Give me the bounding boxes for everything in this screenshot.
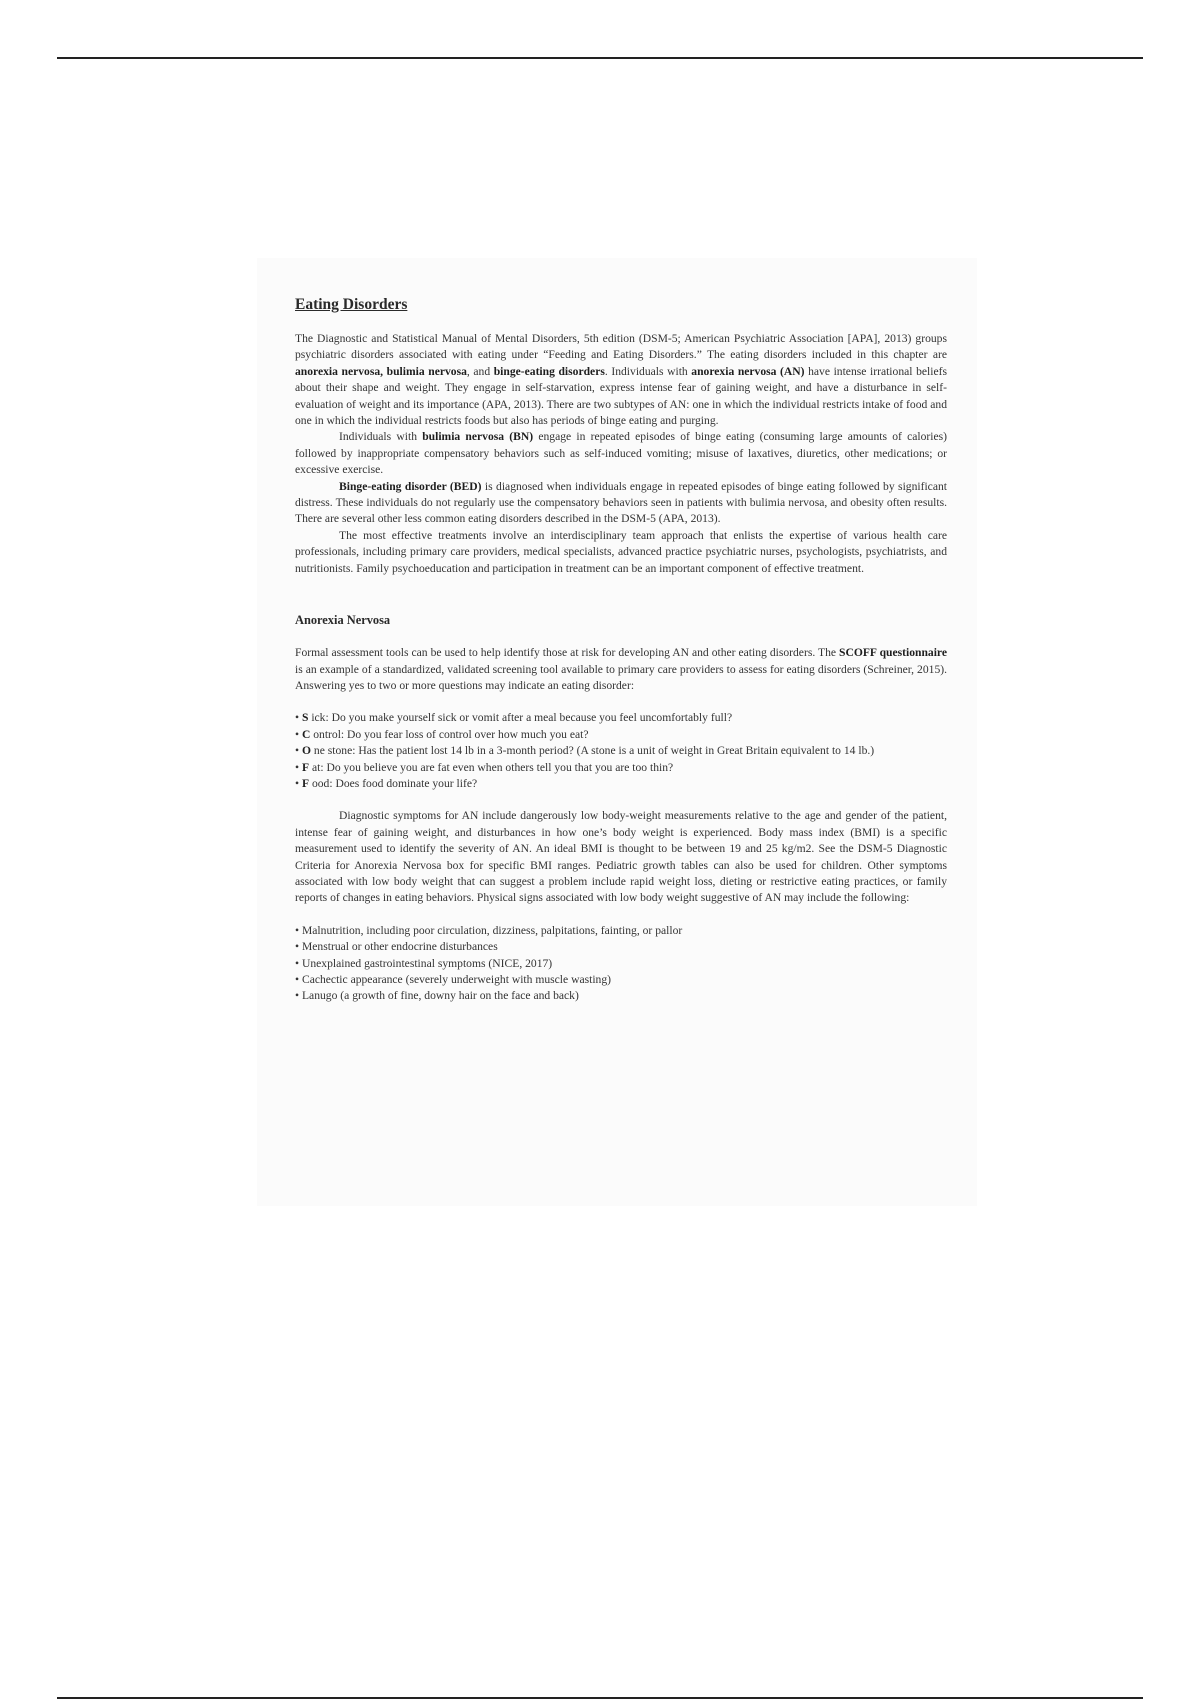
anorexia-paragraph-1: Formal assessment tools can be used to help identify those at risk for developing AN and other eating disorders. The SCOFF questionnaire is an example of a standardized, validated screening tool available to primary care providers to assess for eating disorders (Schreiner, 2015). Answering yes to two or more questions may indicate an eating disorder: [295, 646, 947, 692]
list-item: • Menstrual or other endocrine disturbances [295, 940, 498, 954]
physical-signs-list [295, 923, 947, 1005]
bottom-rule [57, 1697, 1143, 1699]
list-item: • Lanugo (a growth of fine, downy hair on the face and back) [295, 989, 579, 1003]
spacer [295, 792, 947, 808]
intro-paragraph-4: The most effective treatments involve an interdisciplinary team approach that enlists the expertise of various health care professionals, including primary care providers, medical specialists, advanced practice psychiatric nurses, psychologists, psychiatrists, and nutritionists. Family psychoeducation and participation in treatment can be an important component of effective treatment. [295, 528, 947, 575]
list-item: • O ne stone: Has the patient lost 14 lb in a 3-month period? (A stone is a unit of weight in Great Britain equivalent to 14 lb.) [295, 744, 875, 758]
section-heading-anorexia: Anorexia Nervosa [295, 613, 391, 628]
list-item: • C ontrol: Do you fear loss of control over how much you eat? [295, 727, 589, 741]
list-item: • Malnutrition, including poor circulation, dizziness, palpitations, fainting, or pallor [295, 923, 683, 937]
top-rule [57, 57, 1143, 59]
scoff-list [295, 710, 947, 792]
intro-paragraph-1: The Diagnostic and Statistical Manual of Mental Disorders, 5th edition (DSM-5; American Psychiatric Association [APA], 2013) groups psychiatric disorders associated with eating under “Feeding and Eating Disorders.” The eating disorders included in this chapter are anorexia nervosa, bulimia nervosa, and binge-eating disorders. Individuals with anorexia nervosa (AN) have intense irrational beliefs about their shape and weight. They engage in self-starvation, express intense fear of gaining weight, and have a disturbance in self-evaluation of weight and its importance (APA, 2013). There are two subtypes of AN: one in which the individual restricts intake of food and one in which the individual restricts foods but also has periods of binge eating and purging. [295, 332, 947, 428]
page-title: Eating Disorders [295, 296, 408, 313]
intro-paragraph-3: Binge-eating disorder (BED) is diagnosed when individuals engage in repeated episodes of binge eating followed by significant distress. These individuals do not regularly use the compensatory behaviors seen in patients with bulimia nervosa, and obesity often results. There are several other less common eating disorders described in the DSM-5 (APA, 2013). [295, 479, 947, 526]
document-page [257, 258, 977, 1206]
list-item: • S ick: Do you make yourself sick or vomit after a meal because you feel uncomfortably full? [295, 711, 733, 725]
list-item: • Unexplained gastrointestinal symptoms (NICE, 2017) [295, 956, 553, 970]
anorexia-paragraph-2: Diagnostic symptoms for AN include dangerously low body-weight measurements relative to the age and gender of the patient, intense fear of gaining weight, and disturbances in how one’s body weight is experienced. Body mass index (BMI) is a specific measurement used to identify the severity of AN. An ideal BMI is thought to be between 19 and 25 kg/m2. See the DSM-5 Diagnostic Criteria for Anorexia Nervosa box for specific BMI ranges. Pediatric growth tables can also be used for children. Other symptoms associated with low body weight that can suggest a problem include rapid weight loss, dieting or restrictive eating practices, or family reports of changes in eating behaviors. Physical signs associated with low body weight suggestive of AN may include the following: [295, 809, 947, 905]
list-item: • F at: Do you believe you are fat even when others tell you that you are too thin? [295, 760, 674, 774]
list-item: • F ood: Does food dominate your life? [295, 776, 478, 790]
list-item: • Cachectic appearance (severely underweight with muscle wasting) [295, 973, 612, 986]
intro-paragraph-2: Individuals with bulimia nervosa (BN) engage in repeated episodes of binge eating (consuming large amounts of calories) followed by inappropriate compensatory behaviors such as self-induced vomiting; misuse of laxatives, diuretics, other medications; or excessive exercise. [295, 430, 948, 477]
